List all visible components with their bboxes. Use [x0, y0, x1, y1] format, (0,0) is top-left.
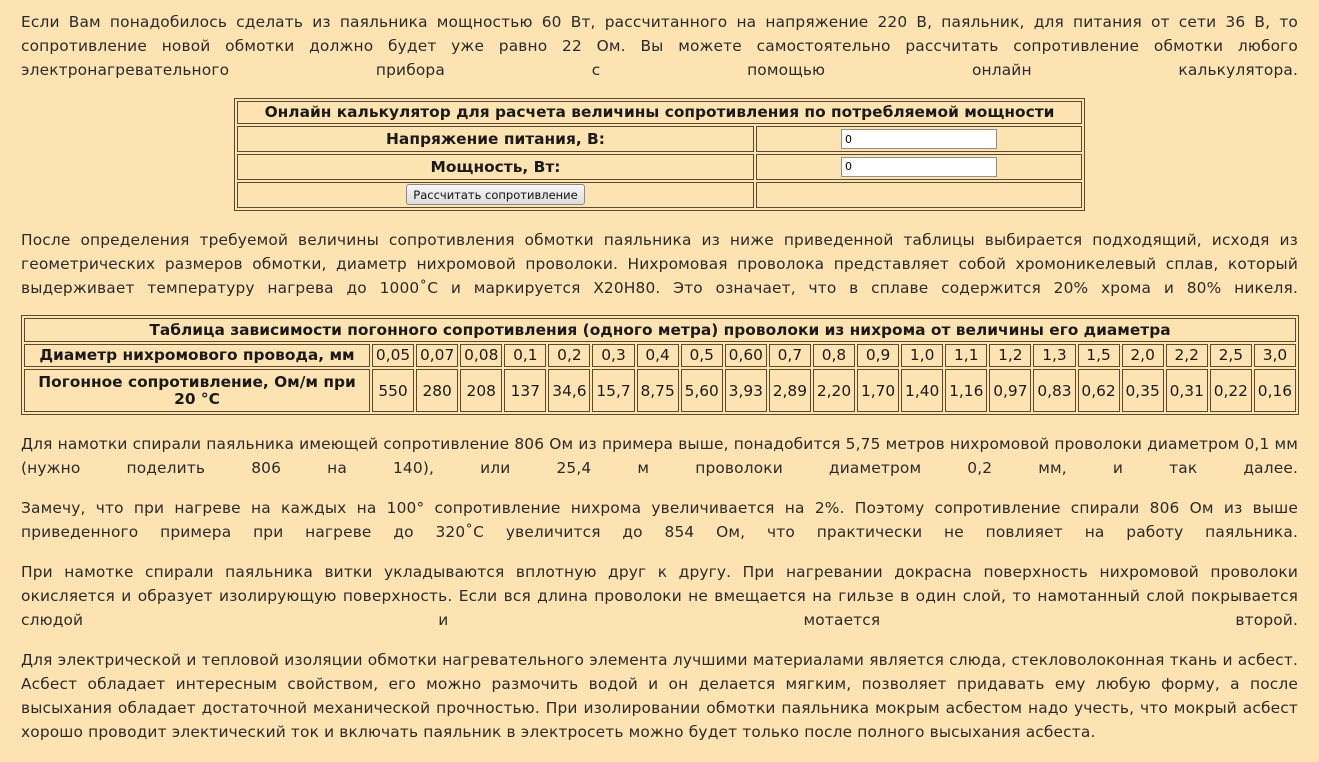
diameter-cell: 2,2 — [1166, 344, 1208, 368]
nichrome-table-title: Таблица зависимости погонного сопротивления (одного метра) проволоки из нихрома от величины его диаметра — [24, 318, 1296, 342]
diameter-cell: 0,9 — [857, 344, 899, 368]
resistance-cell: 1,16 — [945, 369, 987, 412]
resistance-cell: 0,62 — [1078, 369, 1120, 412]
heating-paragraph: Замечу, что при нагреве на каждых на 100° сопротивление нихрома увеличивается на 2%. Поэтому сопротивление спирали 806 Ом из выше приведенного примера при нагреве до 320˚С увеличится до 854 Ом, что практически не повлияет на работу паяльника. — [21, 499, 1298, 541]
resistance-cell: 2,20 — [813, 369, 855, 412]
resistance-cell: 0,31 — [1166, 369, 1208, 412]
calculator-title: Онлайн калькулятор для расчета величины сопротивления по потребляемой мощности — [237, 101, 1082, 124]
calculate-resistance-button[interactable]: Рассчитать сопротивление — [406, 184, 584, 205]
diameter-cell: 0,3 — [592, 344, 634, 368]
diameter-cell: 3,0 — [1254, 344, 1296, 368]
calculator-result — [756, 182, 1082, 208]
resistance-cell: 550 — [372, 369, 414, 412]
winding-length-paragraph: Для намотки спирали паяльника имеющей сопротивление 806 Ом из примера выше, понадобится 5,75 метров нихромовой проволоки диаметром 0,1 мм (нужно поделить 806 на 140), или 25,4 м проволоки диаметром 0,2 мм, и так далее. — [21, 435, 1298, 477]
resistance-calculator — [234, 98, 1085, 211]
resistance-cell: 3,93 — [725, 369, 767, 412]
diameter-cell: 0,5 — [681, 344, 723, 368]
resistance-cell: 1,40 — [901, 369, 943, 412]
resistance-cell: 5,60 — [681, 369, 723, 412]
nichrome-description-paragraph: После определения требуемой величины сопротивления обмотки паяльника из ниже приведенной таблицы выбирается подходящий, исходя из геометрических размеров обмотки, диаметр нихромовой проволоки. Нихромовая проволока представляет собой хромоникелевый сплав, который выдерживает температуру нагрева до 1000˚С и маркируется Х20Н80. Это означает, что в сплаве содержится 20% хрома и 80% никеля. — [21, 231, 1298, 297]
intro-paragraph: Если Вам понадобилось сделать из паяльника мощностью 60 Вт, рассчитанного на напряжение 220 В, паяльник, для питания от сети 36 В, то сопротивление новой обмотки должно будет уже равно 22 Ом. Вы можете самостоятельно рассчитать сопротивление обмотки любого электронагревательного прибора с помощью онлайн калькулятора. — [21, 13, 1298, 79]
diameter-cell: 1,1 — [945, 344, 987, 368]
resistance-row-header: Погонное сопротивление, Ом/м при 20 °С — [24, 369, 370, 412]
nichrome-resistance-table — [21, 315, 1299, 415]
resistance-cell: 208 — [460, 369, 502, 412]
insulation-paragraph: Для электрической и тепловой изоляции обмотки нагревательного элемента лучшими материалами является слюда, стекловолоконная ткань и асбест. Асбест обладает интересным свойством, его можно размочить водой и он делается мягким, позволяет придавать ему любую форму, а после высыхания обладает достаточной механической прочностью. При изолировании обмотки паяльника мокрым асбестом надо учесть, что мокрый асбест хорошо проводит электический ток и включать паяльник в электросеть можно будет только после полного высыхания асбеста. — [21, 651, 1298, 741]
diameter-cell: 0,8 — [813, 344, 855, 368]
diameter-cell: 0,05 — [372, 344, 414, 368]
diameter-cell: 0,07 — [416, 344, 458, 368]
coil-winding-paragraph: При намотке спирали паяльника витки укладываются вплотную друг к другу. При нагревании докрасна поверхность нихромовой проволоки окисляется и образует изолирующую поверхность. Если вся длина проволоки не вмещается на гильзе в один слой, то намотанный слой покрывается слюдой и мотается второй. — [21, 563, 1298, 629]
resistance-cell: 137 — [504, 369, 546, 412]
resistance-cell: 0,16 — [1254, 369, 1296, 412]
resistance-cell: 15,7 — [592, 369, 634, 412]
diameter-cell: 0,2 — [548, 344, 590, 368]
resistance-cell: 2,89 — [769, 369, 811, 412]
diameter-cell: 1,0 — [901, 344, 943, 368]
resistance-cell: 34,6 — [548, 369, 590, 412]
diameter-cell: 2,0 — [1122, 344, 1164, 368]
diameter-cell: 0,60 — [725, 344, 767, 368]
diameter-cell: 2,5 — [1210, 344, 1252, 368]
power-input[interactable] — [841, 157, 997, 177]
resistance-cell: 0,97 — [989, 369, 1031, 412]
resistance-cell: 280 — [416, 369, 458, 412]
diameter-cell: 0,1 — [504, 344, 546, 368]
diameter-cell: 1,5 — [1078, 344, 1120, 368]
voltage-label: Напряжение питания, В: — [237, 126, 754, 152]
resistance-cell: 8,75 — [637, 369, 679, 412]
power-label: Мощность, Вт: — [237, 154, 754, 180]
diameter-cell: 0,7 — [769, 344, 811, 368]
diameter-cell: 0,08 — [460, 344, 502, 368]
resistance-cell: 0,35 — [1122, 369, 1164, 412]
resistance-cell: 1,70 — [857, 369, 899, 412]
resistance-cell: 0,83 — [1033, 369, 1075, 412]
voltage-input[interactable] — [841, 129, 997, 149]
diameter-cell: 1,2 — [989, 344, 1031, 368]
resistance-cell: 0,22 — [1210, 369, 1252, 412]
diameter-cell: 1,3 — [1033, 344, 1075, 368]
diameter-row-header: Диаметр нихромового провода, мм — [24, 344, 370, 368]
diameter-cell: 0,4 — [637, 344, 679, 368]
